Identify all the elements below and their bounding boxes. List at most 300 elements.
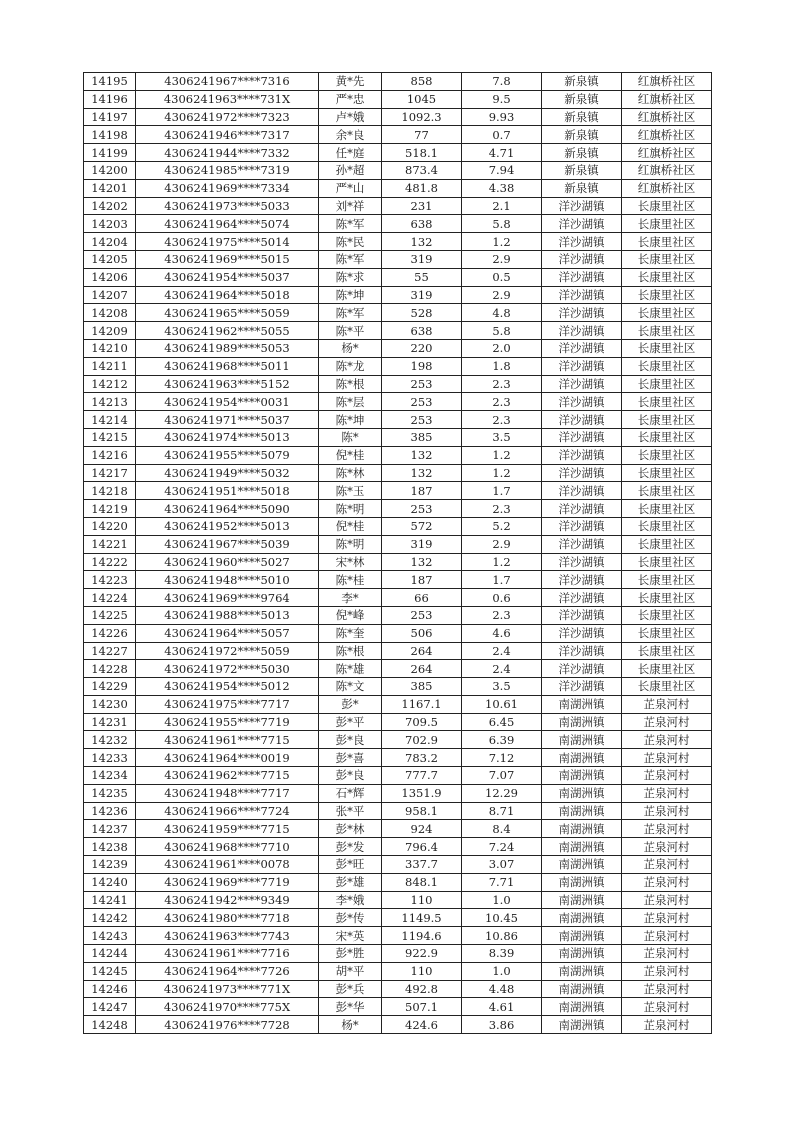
amount-cell: 2.4	[462, 642, 542, 660]
row-number-cell: 14219	[84, 500, 136, 518]
name-cell: 宋*林	[319, 553, 382, 571]
town-cell: 洋沙湖镇	[542, 286, 622, 304]
row-number-cell: 14242	[84, 909, 136, 927]
table-row	[84, 820, 712, 838]
table-row	[84, 126, 712, 144]
village-cell: 长康里社区	[622, 322, 712, 340]
amount-cell: 4.61	[462, 998, 542, 1016]
town-cell: 南湖洲镇	[542, 927, 622, 945]
id-number-cell: 4306241963****731X	[136, 90, 319, 108]
area-cell: 337.7	[382, 856, 462, 874]
area-cell: 319	[382, 250, 462, 268]
town-cell: 洋沙湖镇	[542, 375, 622, 393]
village-cell: 红旗桥社区	[622, 108, 712, 126]
id-number-cell: 4306241961****0078	[136, 856, 319, 874]
area-cell: 110	[382, 962, 462, 980]
area-cell: 1351.9	[382, 784, 462, 802]
row-number-cell: 14238	[84, 838, 136, 856]
town-cell: 南湖洲镇	[542, 1016, 622, 1034]
area-cell: 253	[382, 375, 462, 393]
table-row	[84, 73, 712, 91]
row-number-cell: 14248	[84, 1016, 136, 1034]
amount-cell: 2.1	[462, 197, 542, 215]
id-number-cell: 4306241955****5079	[136, 446, 319, 464]
amount-cell: 2.3	[462, 393, 542, 411]
row-number-cell: 14241	[84, 891, 136, 909]
name-cell: 彭*喜	[319, 749, 382, 767]
amount-cell: 4.71	[462, 144, 542, 162]
village-cell: 长康里社区	[622, 571, 712, 589]
name-cell: 彭*良	[319, 731, 382, 749]
table-row	[84, 749, 712, 767]
town-cell: 洋沙湖镇	[542, 197, 622, 215]
town-cell: 南湖洲镇	[542, 909, 622, 927]
amount-cell: 8.39	[462, 945, 542, 963]
area-cell: 253	[382, 393, 462, 411]
table-row	[84, 571, 712, 589]
name-cell: 宋*英	[319, 927, 382, 945]
name-cell: 李*	[319, 589, 382, 607]
row-number-cell: 14200	[84, 161, 136, 179]
amount-cell: 2.9	[462, 250, 542, 268]
records-table-body	[84, 73, 712, 1034]
id-number-cell: 4306241964****5057	[136, 624, 319, 642]
id-number-cell: 4306241975****7717	[136, 695, 319, 713]
id-number-cell: 4306241971****5037	[136, 411, 319, 429]
village-cell: 芷泉河村	[622, 784, 712, 802]
town-cell: 南湖洲镇	[542, 945, 622, 963]
row-number-cell: 14245	[84, 962, 136, 980]
area-cell: 709.5	[382, 713, 462, 731]
town-cell: 新泉镇	[542, 144, 622, 162]
town-cell: 南湖洲镇	[542, 695, 622, 713]
area-cell: 572	[382, 517, 462, 535]
id-number-cell: 4306241972****5059	[136, 642, 319, 660]
village-cell: 长康里社区	[622, 517, 712, 535]
town-cell: 南湖洲镇	[542, 767, 622, 785]
row-number-cell: 14201	[84, 179, 136, 197]
row-number-cell: 14233	[84, 749, 136, 767]
area-cell: 507.1	[382, 998, 462, 1016]
amount-cell: 7.24	[462, 838, 542, 856]
amount-cell: 9.5	[462, 90, 542, 108]
area-cell: 187	[382, 571, 462, 589]
id-number-cell: 4306241980****7718	[136, 909, 319, 927]
table-row	[84, 482, 712, 500]
village-cell: 芷泉河村	[622, 945, 712, 963]
row-number-cell: 14215	[84, 428, 136, 446]
row-number-cell: 14195	[84, 73, 136, 91]
village-cell: 长康里社区	[622, 642, 712, 660]
amount-cell: 7.71	[462, 873, 542, 891]
table-row	[84, 411, 712, 429]
name-cell: 张*平	[319, 802, 382, 820]
amount-cell: 12.29	[462, 784, 542, 802]
name-cell: 陈*求	[319, 268, 382, 286]
village-cell: 红旗桥社区	[622, 73, 712, 91]
table-row	[84, 393, 712, 411]
row-number-cell: 14202	[84, 197, 136, 215]
town-cell: 南湖洲镇	[542, 713, 622, 731]
name-cell: 陈*桂	[319, 571, 382, 589]
area-cell: 848.1	[382, 873, 462, 891]
row-number-cell: 14227	[84, 642, 136, 660]
id-number-cell: 4306241972****5030	[136, 660, 319, 678]
id-number-cell: 4306241989****5053	[136, 339, 319, 357]
id-number-cell: 4306241963****7743	[136, 927, 319, 945]
village-cell: 长康里社区	[622, 393, 712, 411]
town-cell: 洋沙湖镇	[542, 589, 622, 607]
id-number-cell: 4306241961****7715	[136, 731, 319, 749]
row-number-cell: 14230	[84, 695, 136, 713]
amount-cell: 2.0	[462, 339, 542, 357]
table-row	[84, 927, 712, 945]
row-number-cell: 14210	[84, 339, 136, 357]
name-cell: 彭*华	[319, 998, 382, 1016]
village-cell: 红旗桥社区	[622, 179, 712, 197]
town-cell: 南湖洲镇	[542, 784, 622, 802]
name-cell: 陈*坤	[319, 411, 382, 429]
row-number-cell: 14213	[84, 393, 136, 411]
town-cell: 洋沙湖镇	[542, 322, 622, 340]
village-cell: 芷泉河村	[622, 695, 712, 713]
amount-cell: 4.6	[462, 624, 542, 642]
id-number-cell: 4306241954****5037	[136, 268, 319, 286]
amount-cell: 1.2	[462, 553, 542, 571]
town-cell: 洋沙湖镇	[542, 678, 622, 696]
id-number-cell: 4306241972****7323	[136, 108, 319, 126]
village-cell: 长康里社区	[622, 268, 712, 286]
row-number-cell: 14220	[84, 517, 136, 535]
town-cell: 洋沙湖镇	[542, 446, 622, 464]
town-cell: 南湖洲镇	[542, 980, 622, 998]
town-cell: 新泉镇	[542, 161, 622, 179]
town-cell: 南湖洲镇	[542, 998, 622, 1016]
id-number-cell: 4306241985****7319	[136, 161, 319, 179]
amount-cell: 1.8	[462, 357, 542, 375]
area-cell: 253	[382, 606, 462, 624]
id-number-cell: 4306241948****7717	[136, 784, 319, 802]
amount-cell: 2.9	[462, 535, 542, 553]
area-cell: 958.1	[382, 802, 462, 820]
area-cell: 1149.5	[382, 909, 462, 927]
id-number-cell: 4306241959****7715	[136, 820, 319, 838]
table-row	[84, 446, 712, 464]
amount-cell: 3.86	[462, 1016, 542, 1034]
area-cell: 187	[382, 482, 462, 500]
id-number-cell: 4306241946****7317	[136, 126, 319, 144]
table-row	[84, 731, 712, 749]
table-row	[84, 144, 712, 162]
village-cell: 红旗桥社区	[622, 126, 712, 144]
table-row	[84, 945, 712, 963]
amount-cell: 7.07	[462, 767, 542, 785]
amount-cell: 2.3	[462, 606, 542, 624]
town-cell: 洋沙湖镇	[542, 411, 622, 429]
name-cell: 倪*峰	[319, 606, 382, 624]
name-cell: 陈*奎	[319, 624, 382, 642]
amount-cell: 6.39	[462, 731, 542, 749]
amount-cell: 1.0	[462, 962, 542, 980]
table-row	[84, 428, 712, 446]
name-cell: 李*娥	[319, 891, 382, 909]
id-number-cell: 4306241975****5014	[136, 233, 319, 251]
name-cell: 陈*根	[319, 642, 382, 660]
amount-cell: 9.93	[462, 108, 542, 126]
row-number-cell: 14244	[84, 945, 136, 963]
town-cell: 洋沙湖镇	[542, 553, 622, 571]
table-row	[84, 517, 712, 535]
town-cell: 洋沙湖镇	[542, 517, 622, 535]
table-row	[84, 357, 712, 375]
town-cell: 洋沙湖镇	[542, 428, 622, 446]
name-cell: 孙*超	[319, 161, 382, 179]
id-number-cell: 4306241949****5032	[136, 464, 319, 482]
id-number-cell: 4306241948****5010	[136, 571, 319, 589]
area-cell: 518.1	[382, 144, 462, 162]
village-cell: 长康里社区	[622, 250, 712, 268]
amount-cell: 4.8	[462, 304, 542, 322]
town-cell: 洋沙湖镇	[542, 482, 622, 500]
town-cell: 洋沙湖镇	[542, 233, 622, 251]
row-number-cell: 14212	[84, 375, 136, 393]
town-cell: 南湖洲镇	[542, 962, 622, 980]
name-cell: 陈*明	[319, 500, 382, 518]
name-cell: 彭*平	[319, 713, 382, 731]
name-cell: 彭*	[319, 695, 382, 713]
row-number-cell: 14216	[84, 446, 136, 464]
area-cell: 385	[382, 678, 462, 696]
village-cell: 芷泉河村	[622, 856, 712, 874]
name-cell: 倪*桂	[319, 446, 382, 464]
village-cell: 芷泉河村	[622, 1016, 712, 1034]
village-cell: 长康里社区	[622, 660, 712, 678]
village-cell: 长康里社区	[622, 197, 712, 215]
row-number-cell: 14229	[84, 678, 136, 696]
table-row	[84, 695, 712, 713]
id-number-cell: 4306241970****775X	[136, 998, 319, 1016]
area-cell: 110	[382, 891, 462, 909]
town-cell: 洋沙湖镇	[542, 339, 622, 357]
name-cell: 陈*林	[319, 464, 382, 482]
village-cell: 芷泉河村	[622, 802, 712, 820]
id-number-cell: 4306241969****7719	[136, 873, 319, 891]
id-number-cell: 4306241962****7715	[136, 767, 319, 785]
village-cell: 长康里社区	[622, 233, 712, 251]
id-number-cell: 4306241942****9349	[136, 891, 319, 909]
amount-cell: 1.0	[462, 891, 542, 909]
amount-cell: 2.9	[462, 286, 542, 304]
name-cell: 陈*文	[319, 678, 382, 696]
town-cell: 洋沙湖镇	[542, 250, 622, 268]
row-number-cell: 14222	[84, 553, 136, 571]
table-row	[84, 108, 712, 126]
village-cell: 长康里社区	[622, 375, 712, 393]
area-cell: 264	[382, 660, 462, 678]
id-number-cell: 4306241964****0019	[136, 749, 319, 767]
table-row	[84, 660, 712, 678]
town-cell: 洋沙湖镇	[542, 464, 622, 482]
id-number-cell: 4306241954****0031	[136, 393, 319, 411]
amount-cell: 3.5	[462, 678, 542, 696]
amount-cell: 7.94	[462, 161, 542, 179]
id-number-cell: 4306241969****5015	[136, 250, 319, 268]
town-cell: 洋沙湖镇	[542, 624, 622, 642]
table-row	[84, 375, 712, 393]
id-number-cell: 4306241969****9764	[136, 589, 319, 607]
row-number-cell: 14228	[84, 660, 136, 678]
id-number-cell: 4306241968****7710	[136, 838, 319, 856]
id-number-cell: 4306241974****5013	[136, 428, 319, 446]
town-cell: 新泉镇	[542, 179, 622, 197]
name-cell: 陈*雄	[319, 660, 382, 678]
amount-cell: 1.7	[462, 571, 542, 589]
id-number-cell: 4306241973****5033	[136, 197, 319, 215]
table-row	[84, 215, 712, 233]
row-number-cell: 14226	[84, 624, 136, 642]
name-cell: 彭*胜	[319, 945, 382, 963]
name-cell: 陈*层	[319, 393, 382, 411]
row-number-cell: 14198	[84, 126, 136, 144]
village-cell: 芷泉河村	[622, 838, 712, 856]
village-cell: 长康里社区	[622, 535, 712, 553]
area-cell: 55	[382, 268, 462, 286]
row-number-cell: 14232	[84, 731, 136, 749]
village-cell: 长康里社区	[622, 500, 712, 518]
table-row	[84, 606, 712, 624]
town-cell: 新泉镇	[542, 108, 622, 126]
amount-cell: 1.2	[462, 233, 542, 251]
area-cell: 319	[382, 535, 462, 553]
id-number-cell: 4306241952****5013	[136, 517, 319, 535]
area-cell: 922.9	[382, 945, 462, 963]
table-row	[84, 784, 712, 802]
table-row	[84, 713, 712, 731]
id-number-cell: 4306241965****5059	[136, 304, 319, 322]
area-cell: 77	[382, 126, 462, 144]
name-cell: 陈*军	[319, 304, 382, 322]
table-row	[84, 962, 712, 980]
row-number-cell: 14211	[84, 357, 136, 375]
area-cell: 198	[382, 357, 462, 375]
table-row	[84, 464, 712, 482]
village-cell: 芷泉河村	[622, 749, 712, 767]
area-cell: 481.8	[382, 179, 462, 197]
village-cell: 长康里社区	[622, 482, 712, 500]
name-cell: 陈*民	[319, 233, 382, 251]
name-cell: 彭*雄	[319, 873, 382, 891]
amount-cell: 8.4	[462, 820, 542, 838]
row-number-cell: 14224	[84, 589, 136, 607]
amount-cell: 2.3	[462, 375, 542, 393]
table-row	[84, 678, 712, 696]
area-cell: 702.9	[382, 731, 462, 749]
id-number-cell: 4306241954****5012	[136, 678, 319, 696]
name-cell: 陈*玉	[319, 482, 382, 500]
area-cell: 264	[382, 642, 462, 660]
row-number-cell: 14237	[84, 820, 136, 838]
id-number-cell: 4306241966****7724	[136, 802, 319, 820]
id-number-cell: 4306241963****5152	[136, 375, 319, 393]
row-number-cell: 14235	[84, 784, 136, 802]
town-cell: 洋沙湖镇	[542, 393, 622, 411]
village-cell: 芷泉河村	[622, 891, 712, 909]
village-cell: 长康里社区	[622, 357, 712, 375]
name-cell: 胡*平	[319, 962, 382, 980]
name-cell: 陈*平	[319, 322, 382, 340]
village-cell: 长康里社区	[622, 553, 712, 571]
area-cell: 1167.1	[382, 695, 462, 713]
row-number-cell: 14234	[84, 767, 136, 785]
id-number-cell: 4306241962****5055	[136, 322, 319, 340]
town-cell: 新泉镇	[542, 126, 622, 144]
row-number-cell: 14199	[84, 144, 136, 162]
table-row	[84, 233, 712, 251]
table-row	[84, 304, 712, 322]
area-cell: 220	[382, 339, 462, 357]
village-cell: 红旗桥社区	[622, 90, 712, 108]
town-cell: 洋沙湖镇	[542, 215, 622, 233]
area-cell: 492.8	[382, 980, 462, 998]
town-cell: 洋沙湖镇	[542, 642, 622, 660]
table-row	[84, 286, 712, 304]
row-number-cell: 14236	[84, 802, 136, 820]
name-cell: 黄*先	[319, 73, 382, 91]
row-number-cell: 14208	[84, 304, 136, 322]
area-cell: 506	[382, 624, 462, 642]
row-number-cell: 14214	[84, 411, 136, 429]
area-cell: 385	[382, 428, 462, 446]
amount-cell: 5.2	[462, 517, 542, 535]
table-row	[84, 197, 712, 215]
area-cell: 253	[382, 411, 462, 429]
area-cell: 638	[382, 322, 462, 340]
amount-cell: 3.07	[462, 856, 542, 874]
name-cell: 彭*良	[319, 767, 382, 785]
amount-cell: 4.38	[462, 179, 542, 197]
area-cell: 132	[382, 553, 462, 571]
table-row	[84, 161, 712, 179]
name-cell: 陈*根	[319, 375, 382, 393]
amount-cell: 7.8	[462, 73, 542, 91]
amount-cell: 6.45	[462, 713, 542, 731]
village-cell: 芷泉河村	[622, 731, 712, 749]
area-cell: 638	[382, 215, 462, 233]
area-cell: 132	[382, 233, 462, 251]
town-cell: 洋沙湖镇	[542, 304, 622, 322]
village-cell: 芷泉河村	[622, 980, 712, 998]
village-cell: 芷泉河村	[622, 820, 712, 838]
table-row	[84, 909, 712, 927]
id-number-cell: 4306241976****7728	[136, 1016, 319, 1034]
row-number-cell: 14207	[84, 286, 136, 304]
table-row	[84, 1016, 712, 1034]
table-row	[84, 802, 712, 820]
town-cell: 洋沙湖镇	[542, 606, 622, 624]
amount-cell: 0.6	[462, 589, 542, 607]
name-cell: 陈*明	[319, 535, 382, 553]
area-cell: 1045	[382, 90, 462, 108]
town-cell: 洋沙湖镇	[542, 535, 622, 553]
name-cell: 刘*祥	[319, 197, 382, 215]
village-cell: 红旗桥社区	[622, 161, 712, 179]
row-number-cell: 14243	[84, 927, 136, 945]
village-cell: 长康里社区	[622, 464, 712, 482]
row-number-cell: 14240	[84, 873, 136, 891]
amount-cell: 2.3	[462, 500, 542, 518]
amount-cell: 4.48	[462, 980, 542, 998]
row-number-cell: 14246	[84, 980, 136, 998]
